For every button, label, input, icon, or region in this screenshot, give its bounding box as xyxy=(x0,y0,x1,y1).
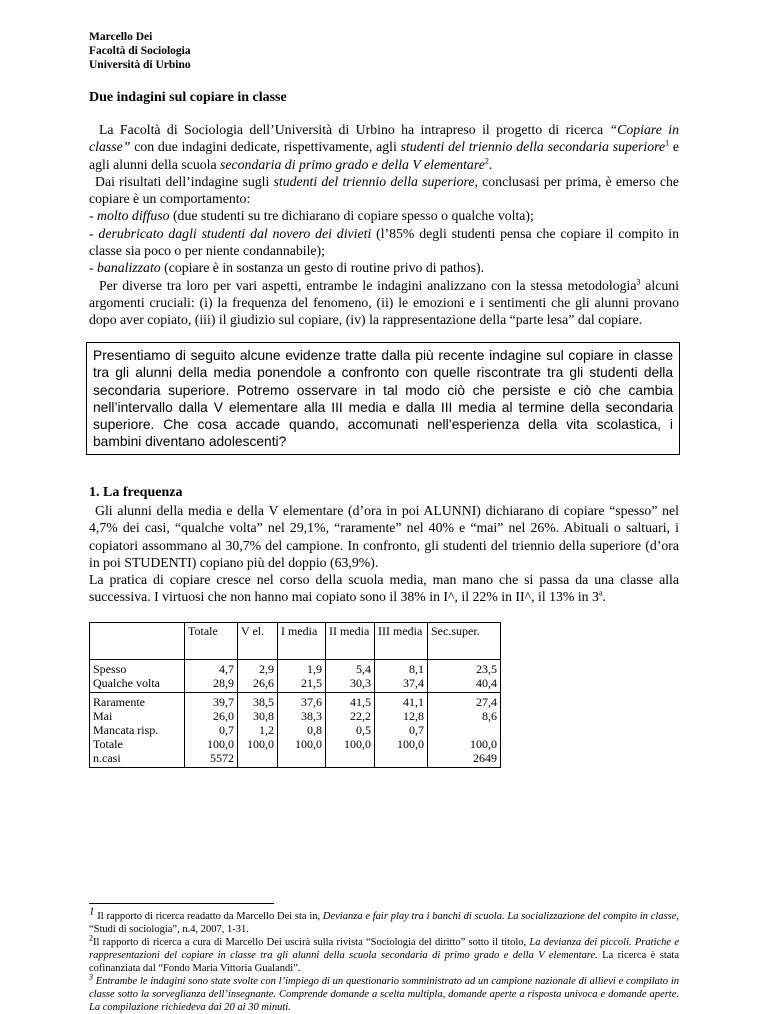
row-labels: Spesso Qualche volta xyxy=(90,660,185,693)
table-header: II media xyxy=(326,623,375,660)
column-totale: 4,7 28,9 xyxy=(185,660,238,693)
column-i-media: 1,9 21,5 xyxy=(278,660,326,693)
table-header: Sec.super. xyxy=(428,623,501,660)
column-sec-super: 27,4 8,6 100,0 2649 xyxy=(428,693,501,768)
column-i-media: 37,6 38,3 0,8 100,0 xyxy=(278,693,326,768)
column-ii-media: 5,4 30,3 xyxy=(326,660,375,693)
table-header: III media xyxy=(375,623,428,660)
author-name: Marcello Dei xyxy=(89,31,153,43)
column-sec-super: 23,5 40,4 xyxy=(428,660,501,693)
intro-text xyxy=(89,121,679,329)
intro-paragraph-2: Dai risultati dell’indagine sugli studenti del triennio della superiore, conclusasi per prima, è emerso che copiare è un comportamento: xyxy=(89,173,680,207)
section-paragraph-2: La pratica di copiare cresce nel corso della scuola media, man mano che si passa da una classe alla successiva. I virtuosi che non hanno mai copiato sono il 38% in I^, il 22% in II^, il 13% in 3$^a$. xyxy=(89,572,679,605)
row-labels: Raramente Mai Mancata risp. Totale n.casi xyxy=(90,693,185,768)
frequency-table xyxy=(89,622,501,768)
section-paragraph-1: Gli alunni della media e della V elementare (d’ora in poi ALUNNI) dichiarano di copiare “spesso” nel 4,7% dei casi, “qualche volta” nel 29,1%, “raramente” nel 40% e “mai” nel 26%. Abituali o saltuari, i copiatori assommano al 30,7% del campione. In confronto, gli studenti del triennio della superiore (d’ora in poi STUDENTI) copiano più del doppio (63,9%). xyxy=(89,503,679,570)
table-header xyxy=(90,623,185,660)
bullet-item: - molto diffuso (due studenti su tre dichiarano di copiare spesso o qualche volta); xyxy=(89,208,534,224)
footnote-divider xyxy=(89,903,274,904)
intro-paragraph-1: La Facoltà di Sociologia dell’Università di Urbino ha intrapreso il progetto di ricerca “Copiare in classe” con due indagini dedicate, rispettivamente, agli studenti del triennio della secondaria superiore$^1$ e agli alunni della scuola secondaria di primo grado e della V elementare$^2$. xyxy=(89,122,679,172)
table-row xyxy=(90,660,501,693)
section-text xyxy=(89,502,679,606)
bullet-item: - derubricato dagli studenti dal novero dei divieti (l’85% degli studenti pensa che copiare il compito in classe sia poco o per niente condannabile); xyxy=(89,225,680,259)
table-header: Totale xyxy=(185,623,238,660)
column-totale: 39,7 26,0 0,7 100,0 5572 xyxy=(185,693,238,768)
university-name: Università di Urbino xyxy=(89,59,191,71)
column-iii-media: 8,1 37,4 xyxy=(375,660,428,693)
column-v-el: 38,5 30,8 1,2 100,0 xyxy=(238,693,278,768)
footnotes xyxy=(89,905,679,1014)
bullet-item: - banalizzato (copiare è in sostanza un gesto di routine privo di pathos). xyxy=(89,260,485,276)
table-row xyxy=(90,693,501,768)
highlight-box: Presentiamo di seguito alcune evidenze tratte dalla più recente indagine sul copiare in classe tra gli alunni della media ponendole a confronto con quelle riscontrate tra gli studenti della secondaria superiore. Potremo osservare in tal modo ciò che persiste e ciò che cambia nell’intervallo dalla V elementare alla III media e dalla III media al termine della secondaria superiore. Che cosa accade quando, accomunati nell’esperienza della vita scolastica, i bambini diventano adolescenti? xyxy=(86,342,680,455)
table-header: V el. xyxy=(238,623,278,660)
footnote-3: $^3$ Entrambe le indagini sono state svolte con l’impiego di un questionario somministrato ad un campione nazionale di allievi e compilato in classe sotto la sorveglianza dell’insegnante. Comprende domande a scelta multipla, domande aperte a risposta univoca e domande aperte. La compilazione richiedeva dai 20 ai 30 minuti. xyxy=(89,972,679,1013)
intro-paragraph-3: Per diverse tra loro per vari aspetti, entrambe le indagini analizzano con la stessa metodologia$^3$ alcuni argomenti cruciali: (i) la frequenza del fenomeno, (ii) le emozioni e i sentimenti che gli alunni provano dopo aver copiato, (iii) il giudizio sul copiare, (iv) la rappresentazione della “parte lesa” dal copiare. xyxy=(89,277,679,328)
column-iii-media: 41,1 12,8 0,7 100,0 xyxy=(375,693,428,768)
column-ii-media: 41,5 22,2 0,5 100,0 xyxy=(326,693,375,768)
section-title: 1. La frequenza xyxy=(89,485,183,500)
column-v-el: 2,9 26,6 xyxy=(238,660,278,693)
table-header: I media xyxy=(278,623,326,660)
table-header-row xyxy=(90,623,501,660)
footnote-2: $^2$Il rapporto di ricerca a cura di Marcello Dei uscirà sulla rivista “Sociologia del diritto” sotto il titolo, La devianza dei piccoli. Pratiche e rappresentazioni del copiare in classe tra gli alunni della scuola secondaria di primo grado e della V elementare. La ricerca è stata cofinanziata dal “Fondo Maria Vittoria Gualandi”. xyxy=(89,933,679,974)
faculty-name: Facoltà di Sociologia xyxy=(89,45,191,57)
footnote-1: 1 Il rapporto di ricerca readatto da Marcello Dei sta in, Devianza e fair play tra i banchi di scuola. La socializzazione del compito in classe, “Studi di sociologia”, n.4, 2007, 1-31. xyxy=(89,905,679,935)
document-title: Due indagini sul copiare in classe xyxy=(89,90,287,105)
author-block xyxy=(89,30,191,72)
